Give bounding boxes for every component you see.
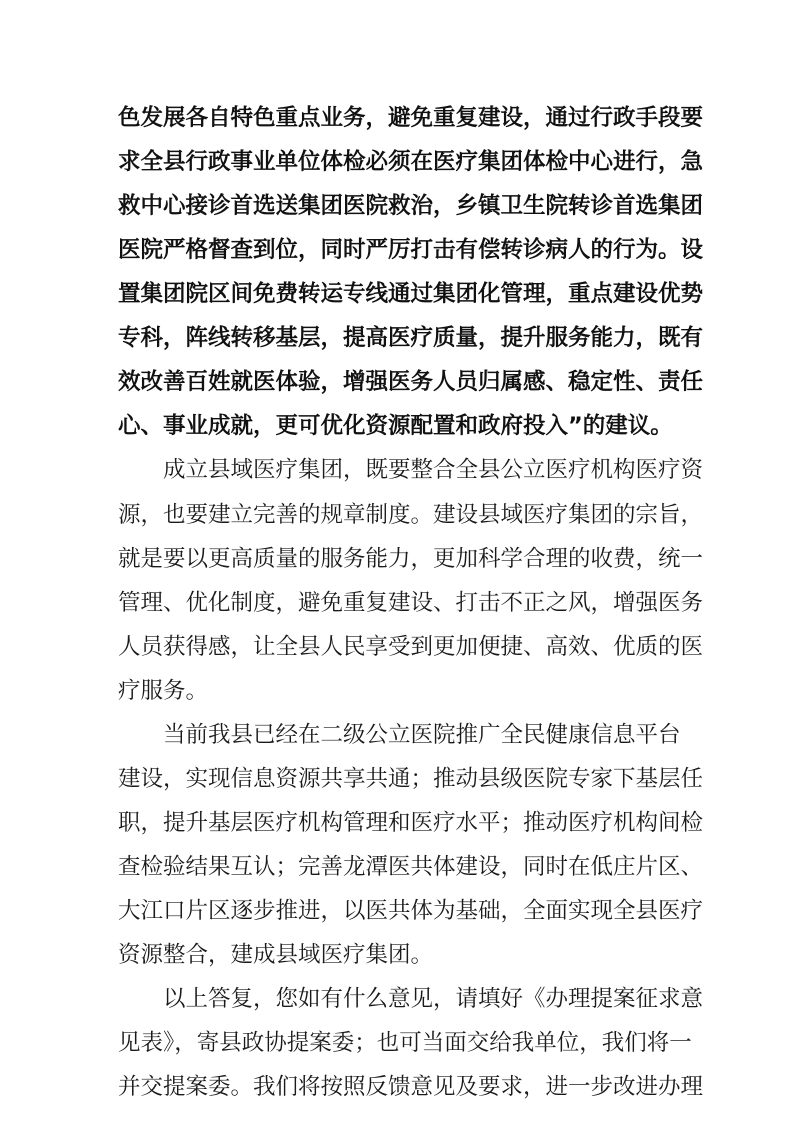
paragraph-1-line-8: 心、事业成就，更可优化资源配置和政府投入”的建议。 <box>118 413 673 439</box>
paragraph-2-line-1: 成立县域医疗集团，既要整合全县公立医疗机构医疗资 <box>163 457 704 483</box>
paragraph-3-line-4: 查检验结果互认；完善龙潭医共体建设，同时在低庄片区、 <box>118 854 704 880</box>
paragraph-1-line-5: 置集团院区间免费转运专线通过集团化管理，重点建设优势 <box>118 281 704 307</box>
paragraph-1-line-6: 专科，阵线转移基层，提高医疗质量，提升服务能力，既有 <box>118 325 704 351</box>
paragraph-3-line-5: 大江口片区逐步推进，以医共体为基础，全面实现全县医疗 <box>118 898 704 924</box>
paragraph-1-line-2: 求全县行政事业单位体检必须在医疗集团体检中心进行，急 <box>118 149 704 175</box>
paragraph-2-line-3: 就是要以更高质量的服务能力，更加科学合理的收费，统一 <box>118 546 704 572</box>
paragraph-1-line-1: 色发展各自特色重点业务，避免重复建设，通过行政手段要 <box>118 105 704 131</box>
paragraph-3-line-3: 职，提升基层医疗机构管理和医疗水平；推动医疗机构间检 <box>118 810 704 836</box>
paragraph-2-line-5: 人员获得感，让全县人民享受到更加便捷、高效、优质的医 <box>118 634 704 660</box>
paragraph-3-line-1: 当前我县已经在二级公立医院推广全民健康信息平台 <box>163 722 681 748</box>
paragraph-2-line-6: 疗服务。 <box>118 678 209 704</box>
paragraph-4-line-3: 并交提案委。我们将按照反馈意见及要求，进一步改进办理 <box>118 1074 704 1100</box>
paragraph-1-line-3: 救中心接诊首选送集团医院救治，乡镇卫生院转诊首选集团 <box>118 193 704 219</box>
paragraph-4-line-1: 以上答复，您如有什么意见，请填好《办理提案征求意 <box>163 986 704 1012</box>
paragraph-2-line-2: 源，也要建立完善的规章制度。建设县域医疗集团的宗旨， <box>118 502 704 528</box>
paragraph-4-line-2: 见表》，寄县政协提案委；也可当面交给我单位，我们将一 <box>118 1030 692 1056</box>
paragraph-3-line-2: 建设，实现信息资源共享共通；推动县级医院专家下基层任 <box>118 766 704 792</box>
paragraph-1-line-7: 效改善百姓就医体验，增强医务人员归属感、稳定性、责任 <box>118 369 704 395</box>
paragraph-1-line-4: 医院严格督查到位，同时严厉打击有偿转诊病人的行为。设 <box>118 237 704 263</box>
paragraph-2-line-4: 管理、优化制度，避免重复建设、打击不正之风，增强医务 <box>118 590 704 616</box>
paragraph-3-line-6: 资源整合，建成县域医疗集团。 <box>118 942 434 968</box>
